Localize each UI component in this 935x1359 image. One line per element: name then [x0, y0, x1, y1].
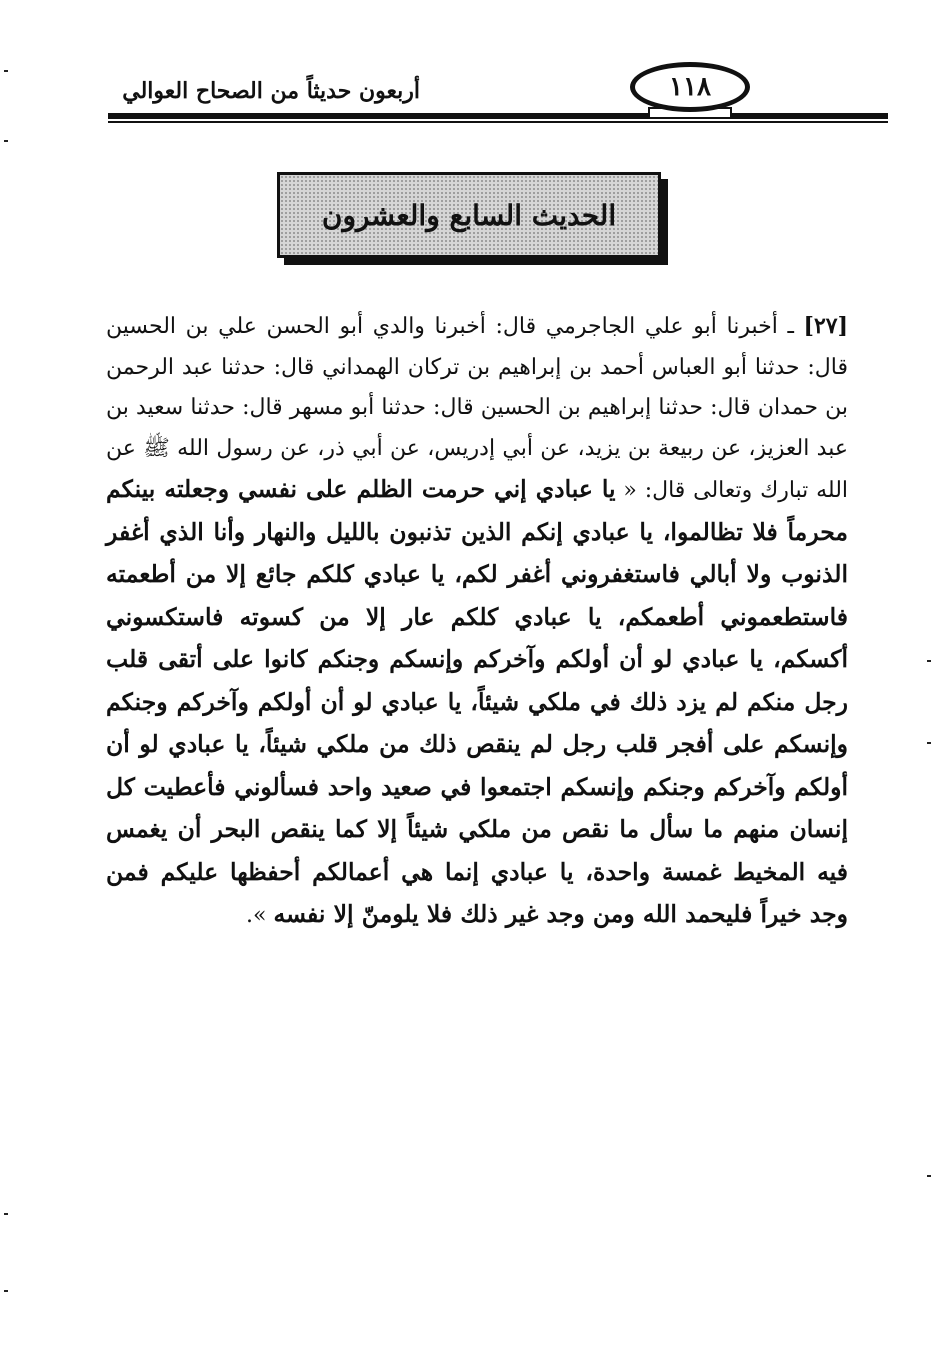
- close-quote: ».: [246, 903, 274, 928]
- margin-mark: [4, 1213, 8, 1215]
- chapter-title: الحديث السابع والعشرون: [321, 198, 617, 232]
- margin-mark: [4, 1290, 8, 1292]
- hadith-dash: ـ: [777, 314, 804, 339]
- header-rule-thin: [108, 121, 888, 123]
- header-rule-thick: [108, 113, 888, 119]
- margin-mark: [4, 140, 8, 142]
- margin-mark: [4, 70, 8, 72]
- open-quote: «: [615, 478, 637, 503]
- margin-mark: [927, 660, 931, 662]
- chapter-title-box: [277, 172, 661, 258]
- page-number: ١١٨: [630, 62, 750, 112]
- hadith-text: [106, 306, 848, 937]
- margin-mark: [927, 742, 931, 744]
- hadith-narration: أخبرنا أبو علي الجاجرمي قال: أخبرنا والدي أبو الحسن علي بن الحسين قال: حدثنا أبو العباس أحمد بن إبراهيم بن تركان الهمداني قال: حدثنا عبد الرحمن بن حمدان قال: حدثنا إبراهيم بن الحسين قال: حدثنا أبو مسهر قال: حدثنا سعيد بن عبد العزيز، عن ربيعة بن يزيد، عن أبي إدريس، عن أبي ذر، عن رسول الله ﷺ عن الله تبارك وتعالى قال:: [106, 314, 849, 503]
- margin-mark: [927, 1175, 931, 1177]
- running-title: أربعون حديثاً من الصحاح العوالي: [122, 78, 420, 104]
- hadith-speech: يا عبادي إني حرمت الظلم على نفسي وجعلته بينكم محرماً فلا تظالموا، يا عبادي إنكم الذين تذنبون بالليل والنهار وأنا الذي أغفر الذنوب ولا أبالي فاستغفروني أغفر لكم، يا عبادي كلكم جائع إلا من أطعمته فاستطعموني أطعمكم، يا عبادي كلكم عار إلا من كسوته فاستكسوني أكسكم، يا عبادي لو أن أولكم وآخركم وإنسكم وجنكم كانوا على أتقى قلب رجل منكم لم يزد ذلك في ملكي شيئاً، يا عبادي لو أن أولكم وآخركم وجنكم وإنسكم على أفجر قلب رجل لم ينقص ذلك من ملكي شيئاً، يا عبادي لو أن أولكم وآخركم وجنكم وإنسكم اجتمعوا في صعيد واحد فسألوني فأعطيت كل إنسان منهم ما سأل ما نقص من ملكي شيئاً إلا كما ينقص البحر أن يغمس فيه المخيط غمسة واحدة، يا عبادي إنما هي أعمالكم أحفظها عليكم فمن وجد خيراً فليحمد الله ومن وجد غير ذلك فلا يلومنّ إلا نفسه: [106, 475, 848, 928]
- page-header: [108, 50, 888, 130]
- hadith-number: [٢٧]: [803, 313, 848, 339]
